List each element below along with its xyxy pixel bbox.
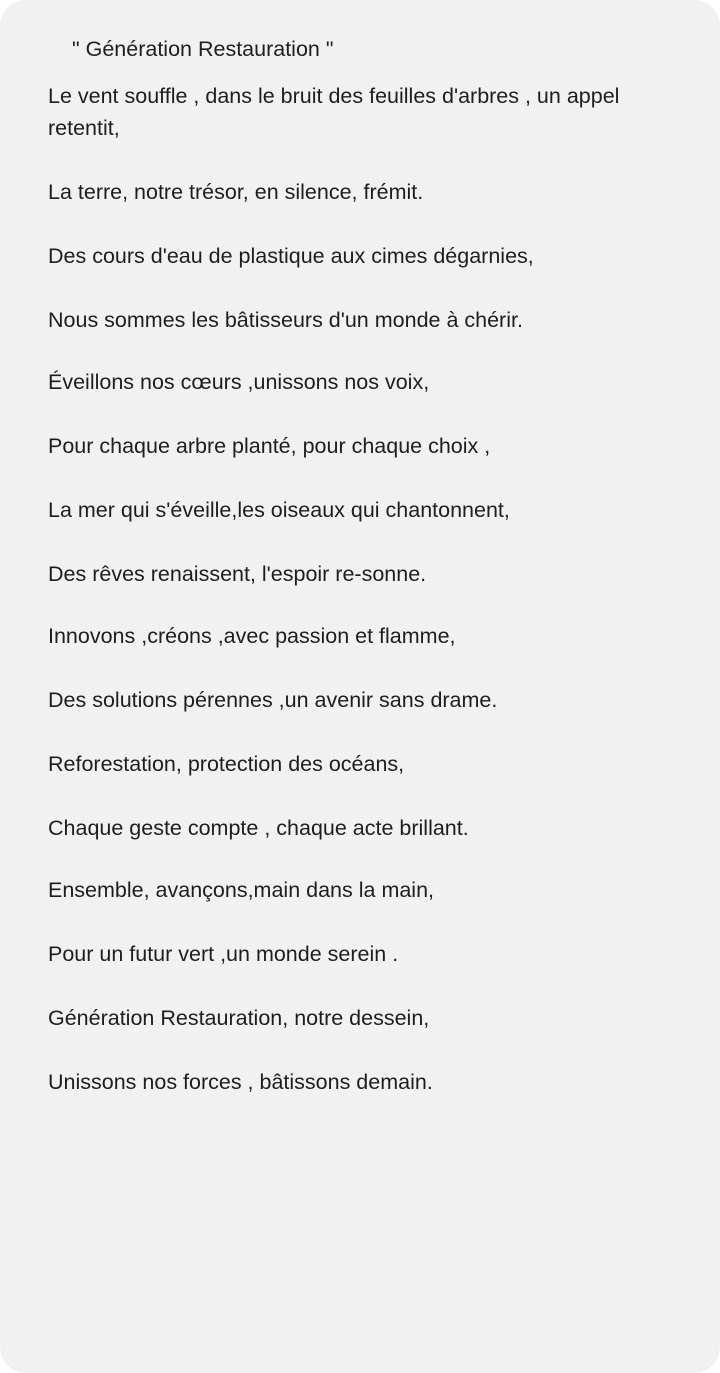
stanza-3 [48, 620, 648, 844]
poem-title: " Génération Restauration " [72, 37, 334, 61]
poem-line: Innovons ,créons ,avec passion et flamme, [48, 624, 456, 648]
poem-line: Reforestation, protection des océans, [48, 752, 405, 776]
poem-line: Nous sommes les bâtisseurs d'un monde à chérir. [48, 308, 523, 332]
stanza-1 [48, 80, 648, 336]
poem-line: Des solutions pérennes ,un avenir sans drame. [48, 688, 498, 712]
poem-line: Pour chaque arbre planté, pour chaque choix , [48, 434, 491, 458]
poem-line: Le vent souffle , dans le bruit des feuilles d'arbres , un appel retentit, [48, 84, 620, 140]
poem-line: La terre, notre trésor, en silence, frémit. [48, 180, 424, 204]
poem-line: Ensemble, avançons,main dans la main, [48, 878, 435, 902]
poem-line: Génération Restauration, notre dessein, [48, 1006, 430, 1030]
poem-line: Éveillons nos cœurs ,unissons nos voix, [48, 370, 430, 394]
stanza-2 [48, 366, 648, 590]
stanza-4 [48, 874, 648, 1098]
poem-line: Des rêves renaissent, l'espoir re-sonne. [48, 562, 427, 586]
poem-line: Chaque geste compte , chaque acte brillant. [48, 816, 469, 840]
poem-line: Des cours d'eau de plastique aux cimes dégarnies, [48, 244, 534, 268]
poem-line: La mer qui s'éveille,les oiseaux qui chantonnent, [48, 498, 510, 522]
note-text-area[interactable] [48, 36, 648, 1098]
poem-line: Unissons nos forces , bâtissons demain. [48, 1070, 433, 1094]
poem-line: Pour un futur vert ,un monde serein . [48, 942, 399, 966]
